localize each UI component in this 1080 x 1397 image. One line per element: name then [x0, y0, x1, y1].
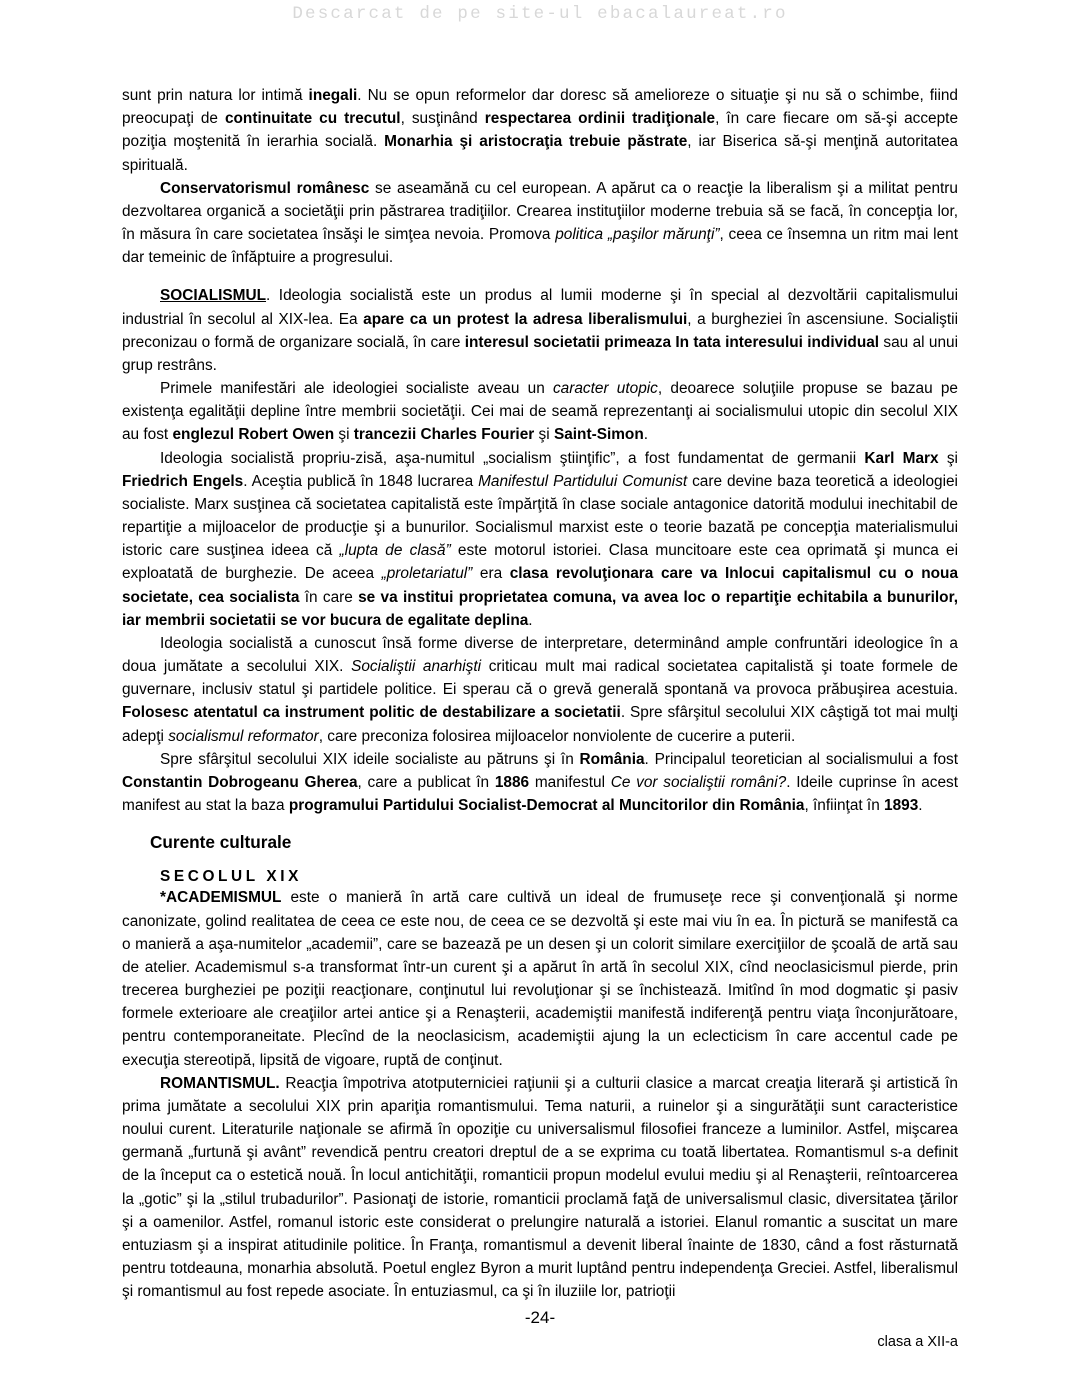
paragraph-spacer	[122, 269, 958, 284]
text-run: , care preconiza folosirea mijloacelor nonviolente de cucerire a puterii.	[318, 727, 796, 745]
text-run-bold: Friedrich Engels	[122, 472, 244, 490]
text-run-bold: Constantin Dobrogeanu Gherea	[122, 773, 358, 791]
document-body	[122, 84, 958, 1303]
text-run: sau al unui grup restrâns.	[122, 333, 958, 374]
text-run-italic: Ce vor socialiştii români?	[610, 773, 787, 791]
text-run: . Nu se opun reformelor dar doresc să amelioreze o situaţie şi nu să o schimbe, fiind preocupaţi de	[122, 87, 958, 128]
text-run-italic: Manifestul Partidului Comunist	[478, 472, 688, 490]
heading-spacer	[122, 853, 958, 868]
text-run-bold: interesul societatii primeaza In tata interesului individual	[464, 333, 880, 351]
text-run: care devine baza teoretică a ideologiei socialiste. Marx susţinea că societatea capitalistă este împărţită în clase sociale antagonice datorită modului inechitabil de repartiţie a mijloacelor de producţie şi a bunurilor. Socialismul marxist este o teorie bazată pe concepţia materialismului istoric care susţinea ideea că	[122, 472, 958, 560]
subsection-heading-secolul-xix: SECOLUL XIX	[160, 868, 302, 886]
text-run: . Ideile cuprinse în acest manifest au stat la baza	[122, 773, 958, 815]
text-run: , deoarece soluţiile propuse se bazau pe existenţa egalităţii depline între membrii societăţii. Cei mai de seamă reprezentanţi ai socialismului utopic din secolul XIX au fost	[122, 380, 958, 444]
text-run: este o manieră în artă care cultivă un ideal de frumuseţe rece şi convenţională şi norme canonizate, golind realitatea de ceea ce este nou, de ceea ce se dezvoltă şi este mai viu în ea. În pictură se manifestă ca o manieră a aşa-numitelor „academii”, care se bazează pe un desen şi un colorit similare exerciţiilor de şcoală de artă sau de atelier. Academismul s-a transformat într-un curent şi a apărut în artă în secolul XIX, cînd neoclasicismul pierde, prin trecerea burgheziei pe poziţii reacţionare, conţinutul lui revoluţionar şi se închistează. Imitînd în mod dogmatic şi pasiv formele exterioare ale creaţiilor artei antice şi a Renaşterii, academiştii manifestă indiferenţă pentru viaţa înconjurătoare, pentru contemporaneitate. Plecînd de la neoclasicism, academiştii ajung la un eclecticism în care accentul cade pe execuţia stereotipă, lipsită de vigoare, ruptă de conţinut.	[122, 889, 958, 1069]
text-run-bold: programului Partidului Socialist-Democrat al Muncitorilor din România	[288, 797, 805, 815]
text-run: este motorul istoriei. Clasa muncitoare este cea oprimată şi munca ei exploatată de burghezie. De aceea	[122, 542, 958, 583]
watermark-text: Descarcat de pe site-ul ebacalaureat.ro	[292, 4, 788, 24]
paragraph-academismul	[122, 886, 958, 1071]
footer-class-label: clasa a XII-a	[877, 1334, 958, 1350]
section-heading-curente-culturale: Curente culturale	[150, 832, 292, 853]
text-run: era	[472, 565, 510, 583]
text-run: şi	[534, 426, 554, 444]
text-run-bold: clasa revoluţionara care va Inlocui capitalismul cu o noua societate, cea socialista	[122, 565, 959, 606]
paragraph-conservatism-continued	[122, 84, 958, 177]
text-run-bold: ROMANTISMUL.	[160, 1074, 280, 1092]
text-run-italic: caracter utopic	[552, 380, 658, 398]
text-run: Reacţia împotriva atotputerniciei raţiunii şi a culturii clasice a marcat creaţia literară şi artistică în prima jumătate a secolului XIX prin apariţia romantismului. Tema naturii, a ruinelor şi a singurătăţii sunt caracteristice noului curent. Literaturile naţionale se afirmă în opoziţie cu universalismul filosofiei franceze a luminilor. Astfel, mişcarea germană „furtună şi avânt” revendică pentru creatori dreptul de a se exprima cu toată libertatea. Romantismul s-a definit de la început ca o estetică nouă. În locul antichităţii, romanticii propun modelul evului mediu şi al Renaşterii, reîntoarcerea la „gotic” şi la „stilul trubadurilor”. Pasionaţi de istorie, romanticii proclamă faţă de universalismul clasic, diversitatea ţărilor şi a oamenilor. Astfel, romanul istoric este considerat o prelungire naturală a istoriei. Elanul romantic a suscitat un mare entuziasm şi a inspirat atitudinile politice. În Franţa, romantismul a devenit liberal înainte de 1830, când a fost răsturnată pentru totdeauna, monarhia absolută. Poetul englez Byron a murit luptând pentru independenţa Greciei. Astfel, liberalismul şi romantismul au fost repede asociate. În entuziasmul, ca şi în iluziile lor, patrioţii	[122, 1074, 958, 1301]
text-run: . Aceştia publică în 1848 lucrarea	[243, 472, 479, 490]
text-run-bold: trancezii Charles Fourier	[353, 426, 535, 444]
text-run: . Principalul teoretician al socialismului a fost	[644, 750, 958, 768]
text-run-bold: Karl Marx	[864, 449, 939, 467]
text-run-bold: Folosesc atentatul ca instrument politic de destabilizare a societatii	[122, 704, 621, 722]
text-run-bold: Conservatorismul românesc	[160, 179, 370, 197]
text-run: manifestul	[529, 773, 611, 791]
text-run-italic: „proletariatul”	[381, 565, 473, 583]
text-run-bold: se va institui proprietatea comuna, va avea loc o repartiţie echitabila a bunurilor, iar membrii societatii se vor bucura de egalitate deplina	[122, 588, 958, 629]
paragraph-anarhisti	[122, 632, 958, 748]
text-run-bold: 1886	[494, 773, 530, 791]
text-run: . Ideologia socialistă este un produs al lumii moderne şi în special al dezvoltării capitalismului industrial în secolul al XIX-lea. Ea	[122, 287, 958, 328]
text-run: Spre sfârşitul secolului XIX ideile socialiste au pătruns şi în	[160, 750, 580, 768]
text-run: criticau mult mai radical societatea capitalistă şi toate formele de guvernare, inclusiv statul şi partidele politice. Ei sperau că o grevă generală spontană va provoca prăbuşirea acestuia.	[122, 658, 958, 699]
text-run-underline: SOCIALISMUL	[160, 287, 267, 305]
text-run: , iar Biserica să-şi menţină autoritatea spirituală.	[122, 133, 958, 174]
paragraph-utopic	[122, 377, 958, 447]
paragraph-romantismul	[122, 1072, 958, 1304]
text-run-bold: respectarea ordinii tradiţionale	[484, 110, 716, 128]
paragraph-romania	[122, 748, 958, 818]
text-run-italic: politica „paşilor mărunţi”	[555, 226, 720, 244]
text-run: şi	[938, 449, 958, 467]
text-run: Ideologia socialistă propriu-zisă, aşa-numitul „socialism ştiinţific”, a fost fundamentat de germanii	[160, 449, 865, 467]
text-run: . Spre sfârşitul secolului XIX câştigă tot mai mulţi adepţi	[122, 704, 959, 745]
text-run: Ideologia socialistă a cunoscut însă forme diverse de interpretare, determinând ample confruntări ideologice în a doua jumătate a secolului XIX.	[122, 634, 958, 676]
paragraph-conservatorismul-romanesc	[122, 177, 958, 270]
text-run: .	[643, 426, 648, 444]
text-run: , a burgheziei în ascensiune. Socialiştii preconizau o formă de organizare socială, în care	[122, 310, 958, 351]
text-run-bold: 1893	[884, 797, 919, 815]
text-run-bold: *ACADEMISMUL	[160, 889, 282, 907]
text-run: , susţinând	[400, 110, 485, 128]
text-run: , care a publicat în	[357, 773, 495, 791]
text-run: .	[918, 797, 923, 815]
text-run-heading-socialismul	[160, 287, 266, 304]
page-number: -24-	[524, 1308, 556, 1327]
text-run-bold: continuitate cu trecutul	[224, 110, 401, 128]
text-run: şi	[334, 426, 354, 444]
text-run-italic: „lupta de clasă”	[339, 542, 451, 560]
text-run-bold: englezul Robert Owen	[172, 426, 335, 444]
text-run-bold: inegali	[308, 87, 358, 104]
text-run: se aseamănă cu cel european. A apărut ca o reacţie la liberalism şi a militat pentru dezvoltarea organică a societăţii prin păstrarea tradiţiilor. Crearea instituţiilor moderne trebuia să se facă, în concepţia lor, în măsura în care societatea însăşi le simţea nevoia. Promova	[122, 179, 958, 244]
text-run: Primele manifestări ale ideologiei socialiste aveau un	[160, 380, 553, 398]
text-run: sunt prin natura lor intimă	[122, 87, 309, 104]
text-run-bold: Saint-Simon	[553, 426, 644, 444]
text-run-italic: Socialiştii anarhişti	[351, 658, 482, 676]
text-run-bold: România	[579, 750, 645, 768]
text-run: în care	[299, 588, 359, 606]
text-run: , înfiinţat în	[804, 797, 885, 815]
section-spacer	[122, 817, 958, 832]
text-run-bold: apare ca un protest la adresa liberalismului	[363, 310, 688, 328]
paragraph-socialismul	[122, 284, 958, 377]
text-run-bold: Monarhia şi aristocraţia trebuie păstrate	[384, 133, 688, 151]
text-run: , în care fiecare om să-şi accepte poziţia moştenită în ierarhia socială.	[122, 110, 959, 151]
paragraph-marx-engels	[122, 447, 958, 632]
text-run: , ceea ce însemna un ritm mai lent dar temeinic de înfăptuire a progresului.	[122, 226, 958, 267]
text-run-italic: socialismul reformator	[168, 727, 319, 745]
text-run: .	[528, 611, 533, 629]
